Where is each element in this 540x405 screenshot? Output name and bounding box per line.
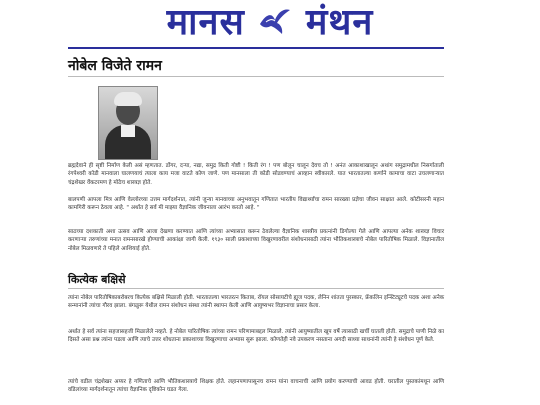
masthead (0, 0, 540, 52)
portrait-image (98, 86, 158, 160)
section-heading: कित्येक बक्षिसे (68, 273, 126, 286)
section-divider (68, 288, 444, 289)
article-title: नोबेल विजेते रामन (68, 58, 162, 74)
portrait-collar (121, 125, 135, 137)
article-paragraph: अर्थात हे सर्व त्यांना सहजासहजी मिळालेले नव्हते. हे नोबेल पारितोषिक त्यांच्या रामन परिणामाबद्दल मिळाले. त्यांनी आयुष्यातील खूप वर्षे त्यासाठी खर्ची घातली होती. समुद्राचे पाणी निळे का दिसते असा प्रश्न त्यांना पडला आणि त्याचे उत्तर शोधताना प्रकाशाच्या विखुरणाचा अभ्यास सुरू झाला. कोणतेही नवे उपकरण नसताना अगदी साध्या साधनांनी त्यांनी हे संशोधन पूर्ण केले. (68, 329, 444, 344)
logo-text-right: मंथन (305, 1, 374, 43)
article-paragraph: त्यांचे वडील चंद्रशेखर अय्यर हे गणिताचे आणि भौतिकशास्त्राचे शिक्षक होते. लहानपणापासूनच रामन यांना वाचनाची आणि प्रयोग करण्याची आवड होती. घरातील पुस्तकांमधून आणि वडिलांच्या मार्गदर्शनातून त्यांचा वैज्ञानिक दृष्टिकोन घडत गेला. (68, 379, 444, 394)
site-logo[interactable] (0, 2, 540, 42)
article-paragraph: बालपणी आपला मित्र आणि वेल्लोरच्या उत्तम मार्गदर्शनात, त्यांनी जुन्या मानवाच्या अनुभवातून गणितात भारतीय विद्यार्थ्यांचा रामन सारख्या प्रज्ञेचा जीवन साक्षात आले. कोटीसरनी महान कामगिरी करून ठेवला आहे. " अर्थात हे सर्व मी माझ्या वैज्ञानिक जीवनाला आरंभ करतो आहे. " (68, 197, 444, 212)
title-divider (68, 76, 444, 77)
article-paragraph: ब्रह्मदेवाने ही सृष्टी निर्माण केली असं म्हणतात. डोंगर, दऱ्या, नद्या, समुद्र किती गोष्टी ! किती रंग ! पण बोलून चालून देवच तो ! अनंत आकाशाखालून अथांग समुद्रामधील निसर्गाताली रंगपेश्वरी कोडी मानवाला घालणयाचं त्याला काय मजा वाटते कोण जाणे. पण मानसाला ती कोडी सोडवण्याचं आव्हान स्वीकारले. यात भारतातल्या कर्णाने कामाचा वाटा उचलणाऱ्यात चंद्रशेखर वेंकटरमण हे मोठेच शास्त्रज्ञ होते. (68, 163, 444, 186)
article-paragraph: साठच्या दशकाती अशा उत्सव आणि आजा देखणा करण्यात आणि त्यांच्या अभ्यासात करून ठेवलेल्या वैज्ञानिक शास्त्रीय प्रयत्नांनी डिगोल्या गेले आणि आपल्या अनेक शास्त्रज्ञ विचार करणाऱ्या तरुणांच्या मनात रामनसारखे होण्याची आकांक्षा जागी केली. १९३० साली प्रकाशाच्या विखुरणावरील संशोधनासाठी त्यांना भौतिकशास्त्राचे नोबेल पारितोषिक मिळाले. विज्ञानातील नोबेल मिळवणारे ते पहिले आशियाई होते. (68, 229, 444, 252)
article-paragraph: त्यांना नोबेल पारितोषिकाबरोबरच कित्येक बक्षिसे मिळाली होती. भारतातल्या भारतरत्न किताब, रॉयल सोसायटीचे ह्यूज पदक, लेनिन शांतता पुरस्कार, फ्रँकलिन इन्स्टिट्यूटचे पदक अशा अनेक सन्मानांनी त्यांचा गौरव झाला. बंगळुरू येथील रामन संशोधन संस्था त्यांनी स्थापन केली आणि आयुष्यभर विज्ञानाचा प्रसार केला. (68, 295, 444, 310)
masthead-divider (68, 47, 444, 49)
logo-text-left: मानस (166, 1, 245, 43)
portrait-turban (114, 92, 142, 106)
bird-logo-icon (258, 4, 292, 38)
